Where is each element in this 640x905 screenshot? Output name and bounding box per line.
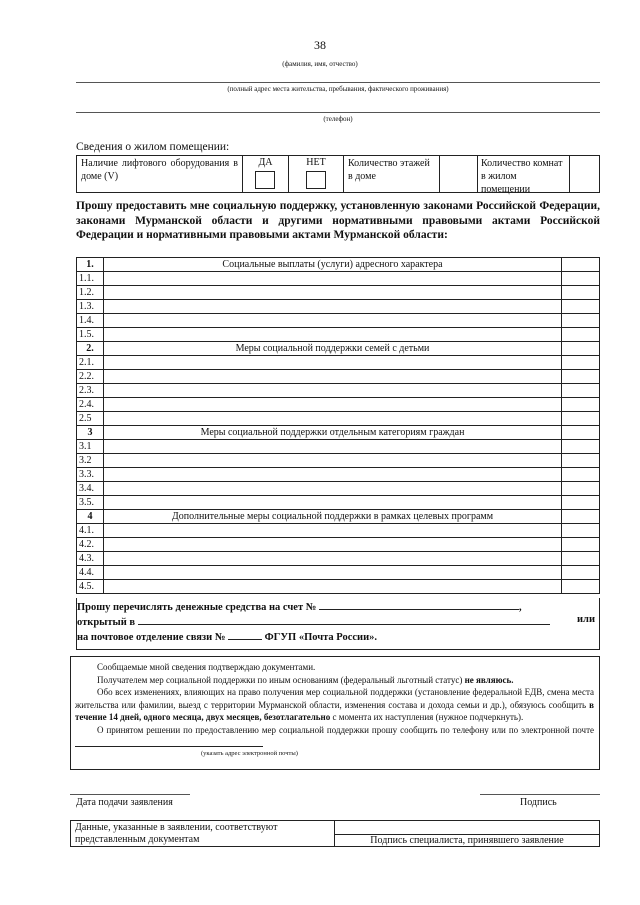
service-number: 2.4. [77, 398, 104, 412]
service-number: 2.3. [77, 384, 104, 398]
confirmation-box [70, 820, 600, 847]
service-mark-cell[interactable] [562, 440, 600, 454]
service-row [77, 468, 600, 482]
service-name-cell[interactable] [104, 496, 562, 510]
email-field[interactable] [75, 737, 263, 747]
service-row [77, 356, 600, 370]
request-text: Прошу предоставить мне социальную поддержку, установленную законами Российской Федерации, законами Мурманской области и другими нормативными правовыми актами Российской Федерации и нормативными правовыми актами Мурманской области: [76, 200, 600, 241]
declaration-box [70, 656, 600, 770]
bank-line: открытый в или [77, 614, 595, 628]
service-number: 2.1. [77, 356, 104, 370]
service-number: 3.2 [77, 454, 104, 468]
service-number: 3.3. [77, 468, 104, 482]
declaration-p4: О принятом решении по предоставлению мер социальной поддержки прошу сообщить по телефону или по электронной почте [75, 724, 594, 750]
phone-caption: (телефон) [323, 115, 353, 123]
service-number: 1.1. [77, 272, 104, 286]
service-row [77, 272, 600, 286]
section-title: Социальные выплаты (услуги) адресного характера [104, 258, 562, 272]
service-mark-cell[interactable] [562, 552, 600, 566]
service-name-cell[interactable] [104, 440, 562, 454]
service-mark-cell[interactable] [562, 468, 600, 482]
service-mark-cell[interactable] [562, 538, 600, 552]
service-name-cell[interactable] [104, 566, 562, 580]
service-name-cell[interactable] [104, 482, 562, 496]
service-row [77, 566, 600, 580]
address-caption: (полный адрес места жительства, пребывания, фактического проживания) [227, 85, 449, 93]
declaration-p1: Сообщаемые мной сведения подтверждаю документами. [97, 662, 316, 672]
section-title: Меры социальной поддержки семей с детьми [104, 342, 562, 356]
service-row [77, 412, 600, 426]
service-name-cell[interactable] [104, 468, 562, 482]
service-name-cell[interactable] [104, 538, 562, 552]
email-caption: (указать адрес электронной почты) [201, 750, 298, 758]
service-name-cell[interactable] [104, 314, 562, 328]
specialist-label: Подпись специалиста, принявшего заявление [335, 834, 599, 847]
service-name-cell[interactable] [104, 384, 562, 398]
service-row [77, 496, 600, 510]
service-row [77, 482, 600, 496]
service-row [77, 552, 600, 566]
service-number: 4.5. [77, 580, 104, 594]
service-number: 4.4. [77, 566, 104, 580]
signature-label: Подпись [520, 797, 557, 808]
service-row [77, 398, 600, 412]
account-line: Прошу перечислять денежные средства на счет № , [77, 599, 522, 613]
service-name-cell[interactable] [104, 580, 562, 594]
service-row [77, 454, 600, 468]
service-row [77, 370, 600, 384]
service-row [77, 580, 600, 594]
address-line [76, 82, 600, 83]
rooms-label: Количество комнат в жилом помещении [478, 156, 570, 192]
post-office-number-field[interactable] [228, 629, 262, 640]
section-row [77, 426, 600, 440]
service-number: 1.4. [77, 314, 104, 328]
service-number: 3.4. [77, 482, 104, 496]
service-row [77, 440, 600, 454]
no-checkbox[interactable] [306, 171, 326, 189]
housing-title: Сведения о жилом помещении: [76, 141, 230, 153]
service-number: 1.3. [77, 300, 104, 314]
service-row [77, 524, 600, 538]
account-number-field[interactable] [319, 599, 519, 610]
service-mark-cell[interactable] [562, 356, 600, 370]
confirm-label: Данные, указанные в заявлении, соответствуют представленным документам [71, 821, 335, 846]
service-mark-cell[interactable] [562, 370, 600, 384]
service-mark-cell[interactable] [562, 566, 600, 580]
service-mark-cell[interactable] [562, 398, 600, 412]
service-name-cell[interactable] [104, 286, 562, 300]
yes-checkbox[interactable] [255, 171, 275, 189]
bank-name-field[interactable] [138, 614, 550, 625]
service-name-cell[interactable] [104, 300, 562, 314]
section-number: 2. [77, 342, 104, 356]
fio-caption: (фамилия, имя, отчество) [282, 60, 358, 68]
rooms-input[interactable] [570, 156, 601, 192]
signature-line[interactable] [480, 794, 600, 795]
floors-label: Количество этажей в доме [344, 156, 440, 192]
elevator-label: Наличие лифтового оборудования в доме (V) [77, 156, 243, 192]
section-mark-cell[interactable] [562, 258, 600, 272]
service-mark-cell[interactable] [562, 272, 600, 286]
service-row [77, 384, 600, 398]
payment-block [76, 598, 600, 650]
phone-line [76, 112, 600, 113]
service-mark-cell[interactable] [562, 328, 600, 342]
section-title: Меры социальной поддержки отдельным категориям граждан [104, 426, 562, 440]
date-label: Дата подачи заявления [76, 797, 173, 808]
service-name-cell[interactable] [104, 370, 562, 384]
service-number: 4.1. [77, 524, 104, 538]
service-row [77, 300, 600, 314]
service-mark-cell[interactable] [562, 286, 600, 300]
yes-label: ДА [258, 157, 273, 168]
section-number: 1. [77, 258, 104, 272]
housing-table [76, 155, 600, 193]
page-number: 38 [314, 38, 326, 52]
section-mark-cell[interactable] [562, 342, 600, 356]
service-mark-cell[interactable] [562, 314, 600, 328]
service-mark-cell[interactable] [562, 300, 600, 314]
service-number: 1.5. [77, 328, 104, 342]
service-number: 2.5 [77, 412, 104, 426]
service-number: 4.2. [77, 538, 104, 552]
service-mark-cell[interactable] [562, 412, 600, 426]
service-mark-cell[interactable] [562, 524, 600, 538]
service-name-cell[interactable] [104, 552, 562, 566]
service-name-cell[interactable] [104, 356, 562, 370]
section-number: 4 [77, 510, 104, 524]
no-cell [289, 156, 344, 192]
service-row [77, 538, 600, 552]
service-name-cell[interactable] [104, 524, 562, 538]
service-number: 4.3. [77, 552, 104, 566]
service-row [77, 314, 600, 328]
declaration-p3: Обо всех изменениях, влияющих на право получения мер социальной поддержки (установление федеральной ЕДВ, смена места жительства или фамилии, выезд с территории Мурманской области, изменения состава и дохода семьи и др.), обязуюсь сообщить в течение 14 дней, одного месяца, двух месяцев, безотлагательно с момента их наступления (нужное подчеркнуть). [75, 687, 595, 723]
service-number: 3.1 [77, 440, 104, 454]
section-row [77, 342, 600, 356]
service-number: 3.5. [77, 496, 104, 510]
yes-cell [243, 156, 289, 192]
service-row [77, 328, 600, 342]
service-mark-cell[interactable] [562, 580, 600, 594]
section-mark-cell[interactable] [562, 426, 600, 440]
service-name-cell[interactable] [104, 272, 562, 286]
service-row [77, 286, 600, 300]
service-name-cell[interactable] [104, 454, 562, 468]
no-label: НЕТ [306, 157, 326, 168]
service-number: 1.2. [77, 286, 104, 300]
service-name-cell[interactable] [104, 398, 562, 412]
service-name-cell[interactable] [104, 328, 562, 342]
floors-input[interactable] [440, 156, 478, 192]
service-mark-cell[interactable] [562, 384, 600, 398]
services-table [76, 257, 600, 594]
post-office-line: на почтовое отделение связи № ФГУП «Почта России». [77, 629, 377, 643]
service-number: 2.2. [77, 370, 104, 384]
section-mark-cell[interactable] [562, 510, 600, 524]
service-mark-cell[interactable] [562, 454, 600, 468]
service-mark-cell[interactable] [562, 482, 600, 496]
service-mark-cell[interactable] [562, 496, 600, 510]
date-line[interactable] [70, 794, 190, 795]
section-title: Дополнительные меры социальной поддержки в рамках целевых программ [104, 510, 562, 524]
section-number: 3 [77, 426, 104, 440]
declaration-p2: Получателем мер социальной поддержки по иным основаниям (федеральный льготный статус) не являюсь. [97, 674, 514, 685]
service-name-cell[interactable] [104, 412, 562, 426]
section-row [77, 510, 600, 524]
section-row [77, 258, 600, 272]
